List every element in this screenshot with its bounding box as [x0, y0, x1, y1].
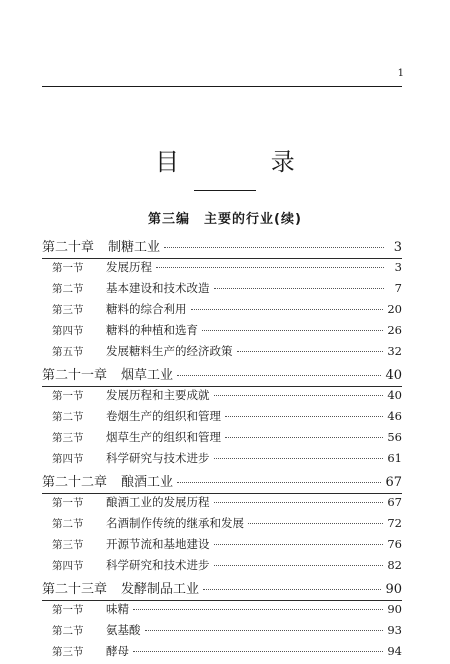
- section-number: 第三节: [52, 646, 84, 658]
- toc-section-entry: [42, 301, 402, 322]
- dot-leader: [133, 651, 383, 652]
- toc-section-entry: [42, 280, 402, 301]
- toc-section-entry: [42, 450, 402, 471]
- table-of-contents: [42, 236, 402, 664]
- dot-leader: [214, 458, 384, 459]
- section-title: 发展历程: [106, 260, 152, 274]
- section-title: 发展糖料生产的经济政策: [106, 344, 233, 358]
- section-title: 烟草生产的组织和管理: [106, 430, 221, 444]
- toc-section-entry: [42, 429, 402, 450]
- dot-leader: [225, 437, 383, 438]
- page-ref: 40: [385, 368, 402, 383]
- dot-leader: [133, 609, 383, 610]
- section-number: 第一节: [52, 262, 84, 274]
- chapter-title: 酿酒工业: [121, 475, 174, 490]
- dot-leader: [191, 309, 384, 310]
- chapter-number: 第二十二章: [42, 475, 108, 490]
- section-number: 第三节: [52, 432, 84, 444]
- section-number: 第二节: [52, 411, 84, 423]
- page-ref: 72: [387, 516, 402, 530]
- section-title: 氨基酸: [106, 623, 141, 637]
- dot-leader: [248, 523, 383, 524]
- section-number: 第五节: [52, 346, 84, 358]
- page-ref: 3: [393, 240, 402, 255]
- title-underline: [194, 190, 256, 191]
- chapter-title: 制糖工业: [108, 240, 161, 255]
- page-ref: 61: [387, 451, 402, 465]
- toc-chapter-entry: [42, 364, 402, 387]
- page-ref: 90: [387, 602, 402, 616]
- dot-leader: [177, 375, 381, 376]
- page-ref: 67: [387, 495, 402, 509]
- section-number: 第一节: [52, 497, 84, 509]
- toc-section-entry: [42, 494, 402, 515]
- toc-section-entry: [42, 643, 402, 664]
- page-ref: 7: [394, 281, 402, 295]
- dot-leader: [145, 630, 384, 631]
- toc-section-entry: [42, 536, 402, 557]
- toc-section-entry: [42, 259, 402, 280]
- page-ref: 67: [385, 475, 402, 490]
- dot-leader: [214, 565, 384, 566]
- page-ref: 82: [387, 558, 402, 572]
- chapter-number: 第二十章: [42, 240, 95, 255]
- page-number: 1: [397, 68, 404, 79]
- page-ref: 94: [387, 644, 402, 658]
- page-ref: 32: [387, 344, 402, 358]
- page-title: 目 录: [155, 148, 337, 176]
- dot-leader: [177, 482, 381, 483]
- section-number: 第四节: [52, 453, 84, 465]
- dot-leader: [214, 288, 385, 289]
- section-title: 开源节流和基地建设: [106, 537, 210, 551]
- section-number: 第二节: [52, 283, 84, 295]
- section-title: 糖料的种植和选育: [106, 323, 198, 337]
- page-ref: 46: [387, 409, 402, 423]
- section-title: 发展历程和主要成就: [106, 388, 210, 402]
- section-number: 第四节: [52, 560, 84, 572]
- section-number: 第二节: [52, 518, 84, 530]
- dot-leader: [214, 502, 384, 503]
- section-title: 科学研究与技术进步: [106, 451, 210, 465]
- section-title: 名酒制作传统的继承和发展: [106, 516, 244, 530]
- dot-leader: [202, 330, 383, 331]
- section-title: 卷烟生产的组织和管理: [106, 409, 221, 423]
- toc-section-entry: [42, 408, 402, 429]
- page-ref: 3: [394, 260, 402, 274]
- toc-section-entry: [42, 601, 402, 622]
- chapter-number: 第二十一章: [42, 368, 108, 383]
- section-number: 第三节: [52, 539, 84, 551]
- section-number: 第三节: [52, 304, 84, 316]
- toc-section-entry: [42, 557, 402, 578]
- section-number: 第一节: [52, 390, 84, 402]
- section-number: 第四节: [52, 325, 84, 337]
- toc-section-entry: [42, 387, 402, 408]
- chapter-title: 发酵制品工业: [121, 582, 200, 597]
- toc-chapter-entry: [42, 236, 402, 259]
- toc-chapter-entry: [42, 471, 402, 494]
- dot-leader: [237, 351, 384, 352]
- page-ref: 40: [387, 388, 402, 402]
- dot-leader: [214, 544, 384, 545]
- page-ref: 26: [387, 323, 402, 337]
- section-title: 科学研究和技术进步: [106, 558, 210, 572]
- section-title: 糖料的综合利用: [106, 302, 187, 316]
- section-number: 第一节: [52, 604, 84, 616]
- part-heading: 第三编 主要的行业(续): [148, 212, 302, 227]
- toc-section-entry: [42, 322, 402, 343]
- section-title: 基本建设和技术改造: [106, 281, 210, 295]
- section-title: 味精: [106, 602, 129, 616]
- dot-leader: [203, 589, 381, 590]
- chapter-title: 烟草工业: [121, 368, 174, 383]
- page-ref: 93: [387, 623, 402, 637]
- page-ref: 90: [385, 582, 402, 597]
- dot-leader: [225, 416, 383, 417]
- toc-section-entry: [42, 515, 402, 536]
- section-number: 第二节: [52, 625, 84, 637]
- toc-section-entry: [42, 343, 402, 364]
- dot-leader: [214, 395, 384, 396]
- section-title: 酿酒工业的发展历程: [106, 495, 210, 509]
- dot-leader: [164, 247, 384, 248]
- dot-leader: [156, 267, 384, 268]
- page-ref: 56: [387, 430, 402, 444]
- toc-section-entry: [42, 622, 402, 643]
- page-ref: 76: [387, 537, 402, 551]
- chapter-number: 第二十三章: [42, 582, 108, 597]
- header-rule: [42, 86, 402, 87]
- toc-chapter-entry: [42, 578, 402, 601]
- section-title: 酵母: [106, 644, 129, 658]
- page-ref: 20: [387, 302, 402, 316]
